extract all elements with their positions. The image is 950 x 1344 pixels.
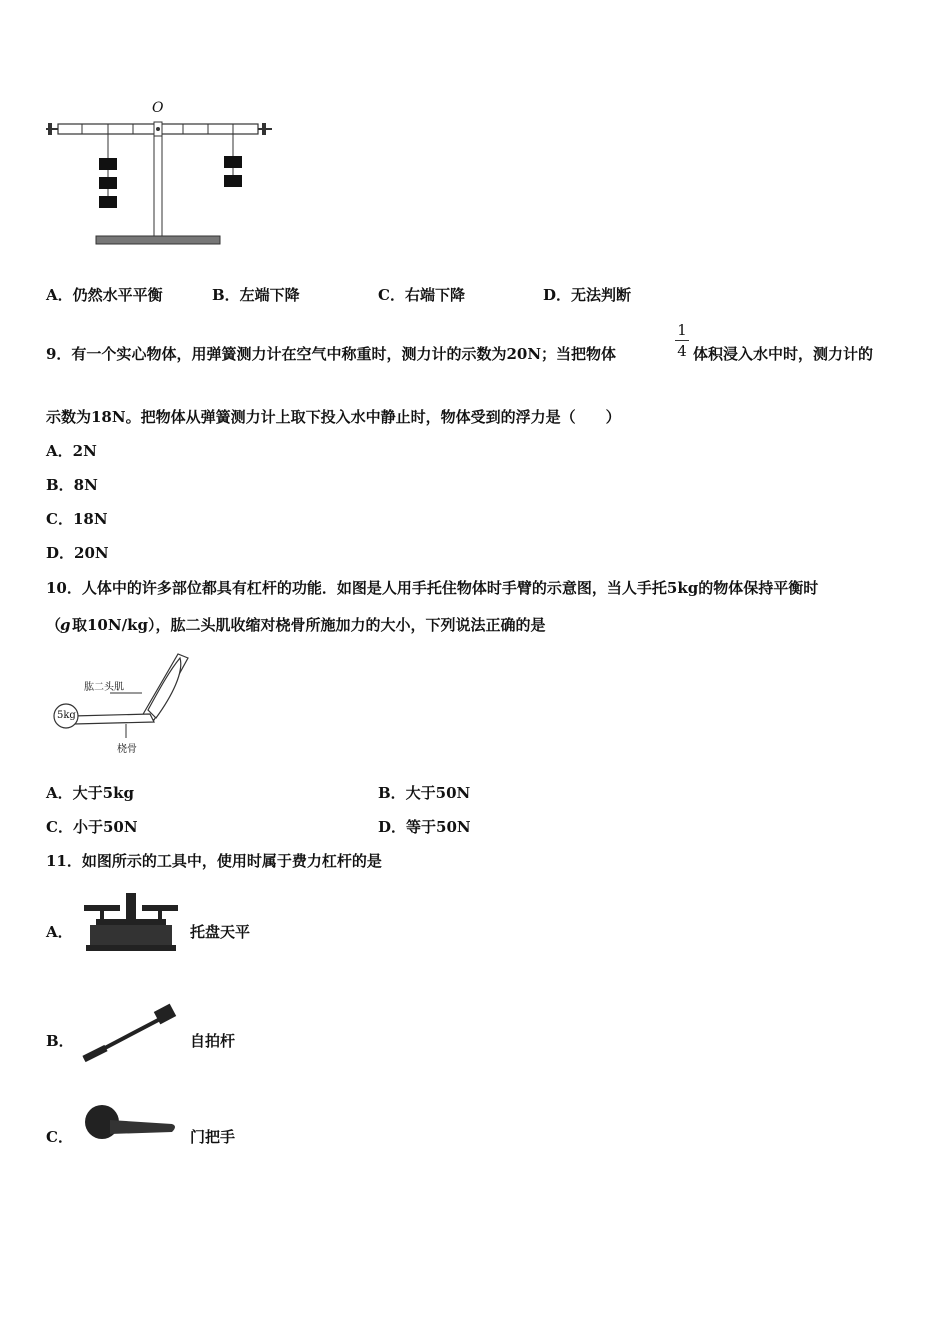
- label-5kg: 5kg: [57, 710, 76, 721]
- q11-option-b-letter: B．: [46, 1032, 74, 1050]
- q9-option-d: D．20N: [46, 544, 109, 562]
- q9-option-c: C．18N: [46, 510, 108, 528]
- arm-drawing: [50, 648, 200, 758]
- q10-option-c: C．小于50N: [46, 818, 138, 836]
- lever-drawing: [40, 110, 280, 270]
- q10-stem-g: g: [60, 616, 71, 634]
- q11-option-c-label: 门把手: [190, 1128, 236, 1146]
- q9-fraction: [675, 322, 689, 359]
- q8-option-c: C．右端下降: [378, 286, 465, 304]
- q9-stem-part2: 体积浸入水中时，测力计的: [693, 345, 874, 363]
- q10-stem-paren: （: [46, 616, 62, 634]
- q9-option-b: B．8N: [46, 476, 98, 494]
- door-handle-icon: [80, 1102, 180, 1146]
- selfie-stick-icon: [80, 1003, 180, 1065]
- q10-stem-line1: 10．人体中的许多部位都具有杠杆的功能．如图是人用手托住物体时手臂的示意图，当人手托5kg的物体保持平衡时: [46, 579, 819, 597]
- q9-stem-line2: 示数为18N。把物体从弹簧测力计上取下投入水中静止时，物体受到的浮力是（ ）: [46, 408, 621, 426]
- q10-option-a: A．大于5kg: [46, 784, 134, 802]
- fraction-denominator: 4: [677, 342, 687, 360]
- q11-option-a-letter: A．: [46, 923, 73, 941]
- label-radius-bone: 桡骨: [117, 744, 137, 755]
- q8-option-d: D．无法判断: [543, 286, 632, 304]
- q11-option-c-letter: C．: [46, 1128, 73, 1146]
- fraction-numerator: 1: [677, 321, 687, 339]
- q10-option-b: B．大于50N: [378, 784, 471, 802]
- q10-stem-line2: 取10N/kg），肱二头肌收缩对桡骨所施加力的大小，下列说法正确的是: [72, 616, 546, 634]
- tray-balance-icon: [82, 893, 182, 955]
- q8-option-a: A．仍然水平平衡: [46, 286, 163, 304]
- q9-stem-part1: 9．有一个实心物体，用弹簧测力计在空气中称重时，测力计的示数为20N；当把物体: [46, 345, 617, 363]
- q8-option-b: B．左端下降: [212, 286, 300, 304]
- q10-option-d: D．等于50N: [378, 818, 471, 836]
- q11-option-a-label: 托盘天平: [190, 923, 251, 941]
- pivot-label-o: O: [152, 100, 164, 116]
- q11-stem: 11．如图所示的工具中，使用时属于费力杠杆的是: [46, 852, 382, 870]
- label-biceps: 肱二头肌: [84, 682, 124, 693]
- q9-option-a: A．2N: [46, 442, 97, 460]
- q11-option-b-label: 自拍杆: [190, 1032, 236, 1050]
